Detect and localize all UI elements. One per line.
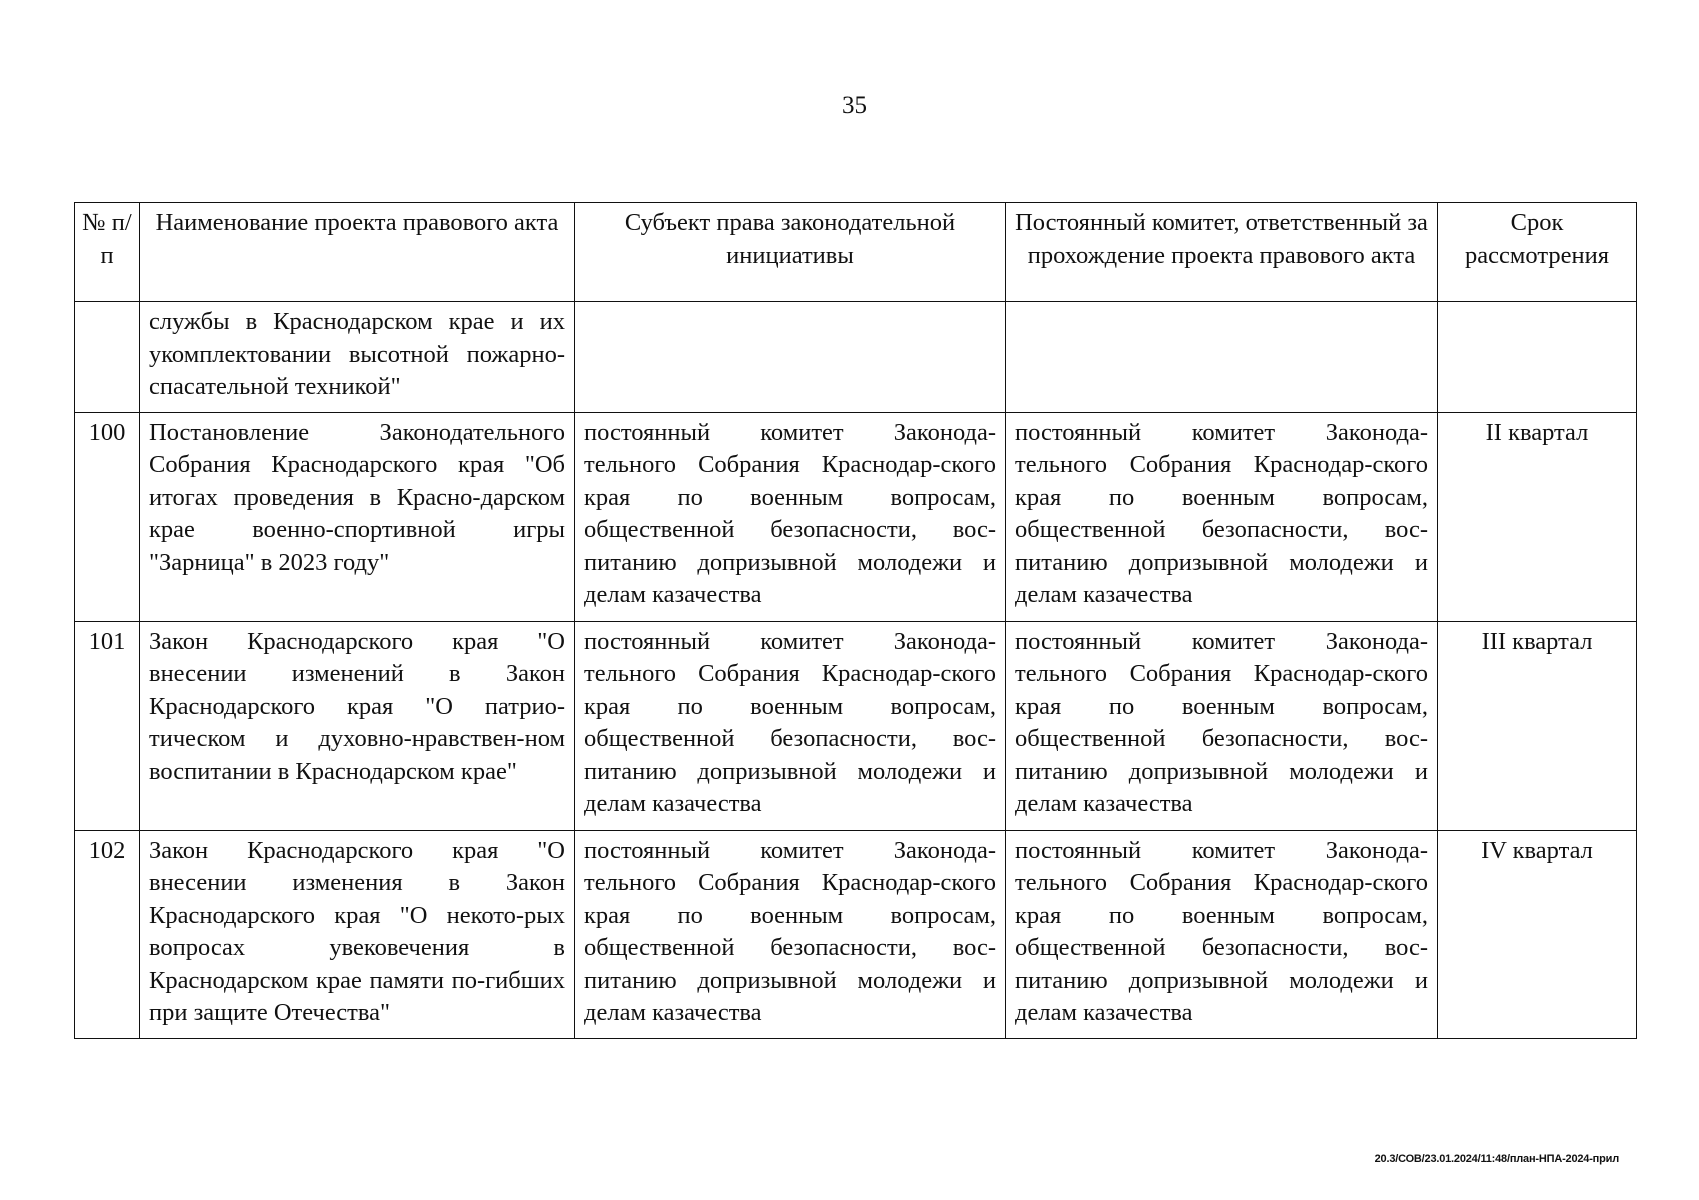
- row-committee: постоянный комитет Законода-тельного Собрания Краснодар-ского края по военным вопросам, общественной безопасности, вос-питанию допризывной молодежи и делам казачества: [1006, 830, 1438, 1038]
- row-subject: постоянный комитет Законода-тельного Собрания Краснодар-ского края по военным вопросам, общественной безопасности, вос-питанию допризывной молодежи и делам казачества: [575, 621, 1006, 830]
- row-num: [75, 302, 140, 413]
- row-num: 102: [75, 830, 140, 1038]
- row-committee: [1006, 302, 1438, 413]
- header-num: № п/п: [75, 203, 140, 302]
- table-row: [75, 621, 1637, 830]
- table-row: [75, 830, 1637, 1038]
- row-name: Закон Краснодарского края "О внесении изменения в Закон Краснодарского края "О некото-рых вопросах увековечения в Краснодарском крае памяти по-гибших при защите Отечества": [140, 830, 575, 1038]
- table-row: [75, 412, 1637, 621]
- header-subject: Субъект права законодательной инициативы: [575, 203, 1006, 302]
- row-num: 101: [75, 621, 140, 830]
- row-subject: постоянный комитет Законода-тельного Собрания Краснодар-ского края по военным вопросам, общественной безопасности, вос-питанию допризывной молодежи и делам казачества: [575, 412, 1006, 621]
- row-committee: постоянный комитет Законода-тельного Собрания Краснодар-ского края по военным вопросам, общественной безопасности, вос-питанию допризывной молодежи и делам казачества: [1006, 412, 1438, 621]
- row-term: [1438, 302, 1637, 413]
- row-committee: постоянный комитет Законода-тельного Собрания Краснодар-ского края по военным вопросам, общественной безопасности, вос-питанию допризывной молодежи и делам казачества: [1006, 621, 1438, 830]
- header-name: Наименование проекта правового акта: [140, 203, 575, 302]
- table-header-row: [75, 203, 1637, 302]
- row-name: Постановление Законодательного Собрания Краснодарского края "Об итогах проведения в Красно-дарском крае военно-спортивной игры "Зарница" в 2023 году": [140, 412, 575, 621]
- row-subject: [575, 302, 1006, 413]
- row-term: IV квартал: [1438, 830, 1637, 1038]
- header-committee: Постоянный комитет, ответственный за прохождение проекта правового акта: [1006, 203, 1438, 302]
- page-number: 35: [842, 92, 867, 119]
- row-term: III квартал: [1438, 621, 1637, 830]
- row-term: II квартал: [1438, 412, 1637, 621]
- document-footer-code: 20.3/СОВ/23.01.2024/11:48/план-НПА-2024-прил: [1374, 1153, 1619, 1165]
- header-term: Срок рассмотрения: [1438, 203, 1637, 302]
- legislative-plan-table: [74, 202, 1637, 1039]
- row-name: Закон Краснодарского края "О внесении изменений в Закон Краснодарского края "О патрио-тическом и духовно-нравствен-ном воспитании в Краснодарском крае": [140, 621, 575, 830]
- row-name: службы в Краснодарском крае и их укомплектовании высотной пожарно-спасательной техникой": [140, 302, 575, 413]
- row-subject: постоянный комитет Законода-тельного Собрания Краснодар-ского края по военным вопросам, общественной безопасности, вос-питанию допризывной молодежи и делам казачества: [575, 830, 1006, 1038]
- row-num: 100: [75, 412, 140, 621]
- table-row: [75, 302, 1637, 413]
